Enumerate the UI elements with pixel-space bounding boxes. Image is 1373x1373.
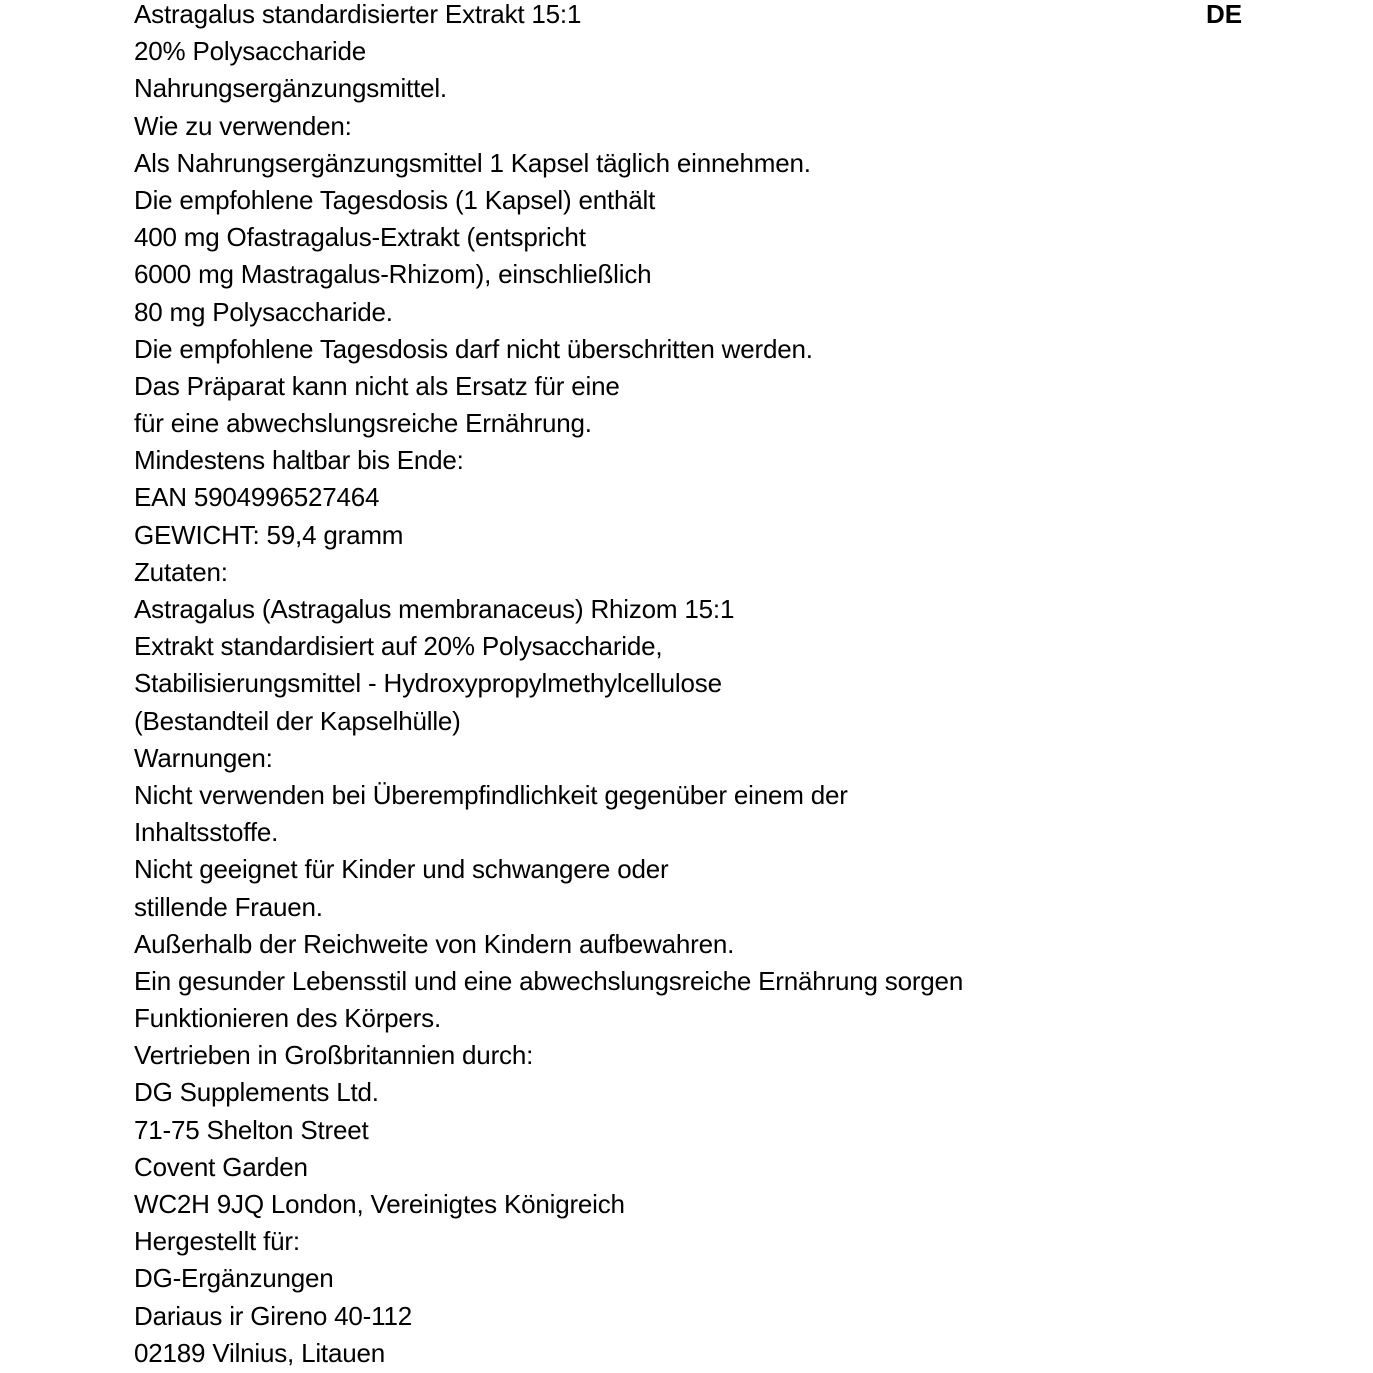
distributor-district: Covent Garden xyxy=(134,1151,308,1182)
text-line: Nicht verwenden bei Überempfindlichkeit gegenüber einem der xyxy=(134,779,848,810)
text-line: Die empfohlene Tagesdosis darf nicht überschritten werden. xyxy=(134,333,813,364)
manufacturer-street: Dariaus ir Gireno 40-112 xyxy=(134,1300,412,1331)
text-line: 6000 mg Mastragalus-Rhizom), einschließlich xyxy=(134,259,652,290)
text-line: für eine abwechslungsreiche Ernährung. xyxy=(134,408,592,439)
text-line: Ein gesunder Lebensstil und eine abwechslungsreiche Ernährung sorgen xyxy=(134,965,964,996)
text-line: Funktionieren des Körpers. xyxy=(134,1003,441,1034)
ean-line: EAN 5904996527464 xyxy=(134,482,380,513)
distributor-city: WC2H 9JQ London, Vereinigtes Königreich xyxy=(134,1189,625,1219)
distributor-name: DG Supplements Ltd. xyxy=(134,1077,379,1108)
section-heading-usage: Wie zu verwenden: xyxy=(134,110,352,141)
text-line: stillende Frauen. xyxy=(134,891,323,922)
manufacturer-city: 02189 Vilnius, Litauen xyxy=(134,1337,385,1368)
text-line: Astragalus (Astragalus membranaceus) Rhizom 15:1 xyxy=(134,594,735,624)
text-line: Extrakt standardisiert auf 20% Polysaccharide, xyxy=(134,631,663,662)
text-line: 20% Polysaccharide xyxy=(134,36,366,67)
text-line: (Bestandteil der Kapselhülle) xyxy=(134,705,461,736)
text-line: Das Präparat kann nicht als Ersatz für eine xyxy=(134,370,620,401)
section-heading-manufacturer: Hergestellt für: xyxy=(134,1226,300,1257)
text-line: Inhaltsstoffe. xyxy=(134,817,279,848)
manufacturer-name: DG-Ergänzungen xyxy=(134,1263,334,1294)
language-badge: DE xyxy=(1206,0,1243,29)
text-line: Die empfohlene Tagesdosis (1 Kapsel) enthält xyxy=(134,184,656,215)
distributor-street: 71-75 Shelton Street xyxy=(134,1114,369,1145)
section-heading-ingredients: Zutaten: xyxy=(134,556,228,587)
text-line: 400 mg Ofastragalus-Extrakt (entspricht xyxy=(134,222,586,253)
section-heading-warnings: Warnungen: xyxy=(134,742,273,773)
text-line: Nahrungsergänzungsmittel. xyxy=(134,73,447,104)
text-line: Nicht geeignet für Kinder und schwangere oder xyxy=(134,854,669,885)
text-line: Als Nahrungsergänzungsmittel 1 Kapsel täglich einnehmen. xyxy=(134,147,811,178)
product-title-line: Astragalus standardisierter Extrakt 15:1 xyxy=(134,0,582,29)
section-heading-distributor: Vertrieben in Großbritannien durch: xyxy=(134,1040,534,1071)
text-line: 80 mg Polysaccharide. xyxy=(134,296,393,327)
best-before-line: Mindestens haltbar bis Ende: xyxy=(134,445,464,476)
weight-line: GEWICHT: 59,4 gramm xyxy=(134,519,404,550)
text-line: Außerhalb der Reichweite von Kindern aufbewahren. xyxy=(134,928,735,959)
text-line: Stabilisierungsmittel - Hydroxypropylmethylcellulose xyxy=(134,668,722,699)
label-text-lines xyxy=(134,0,963,1372)
